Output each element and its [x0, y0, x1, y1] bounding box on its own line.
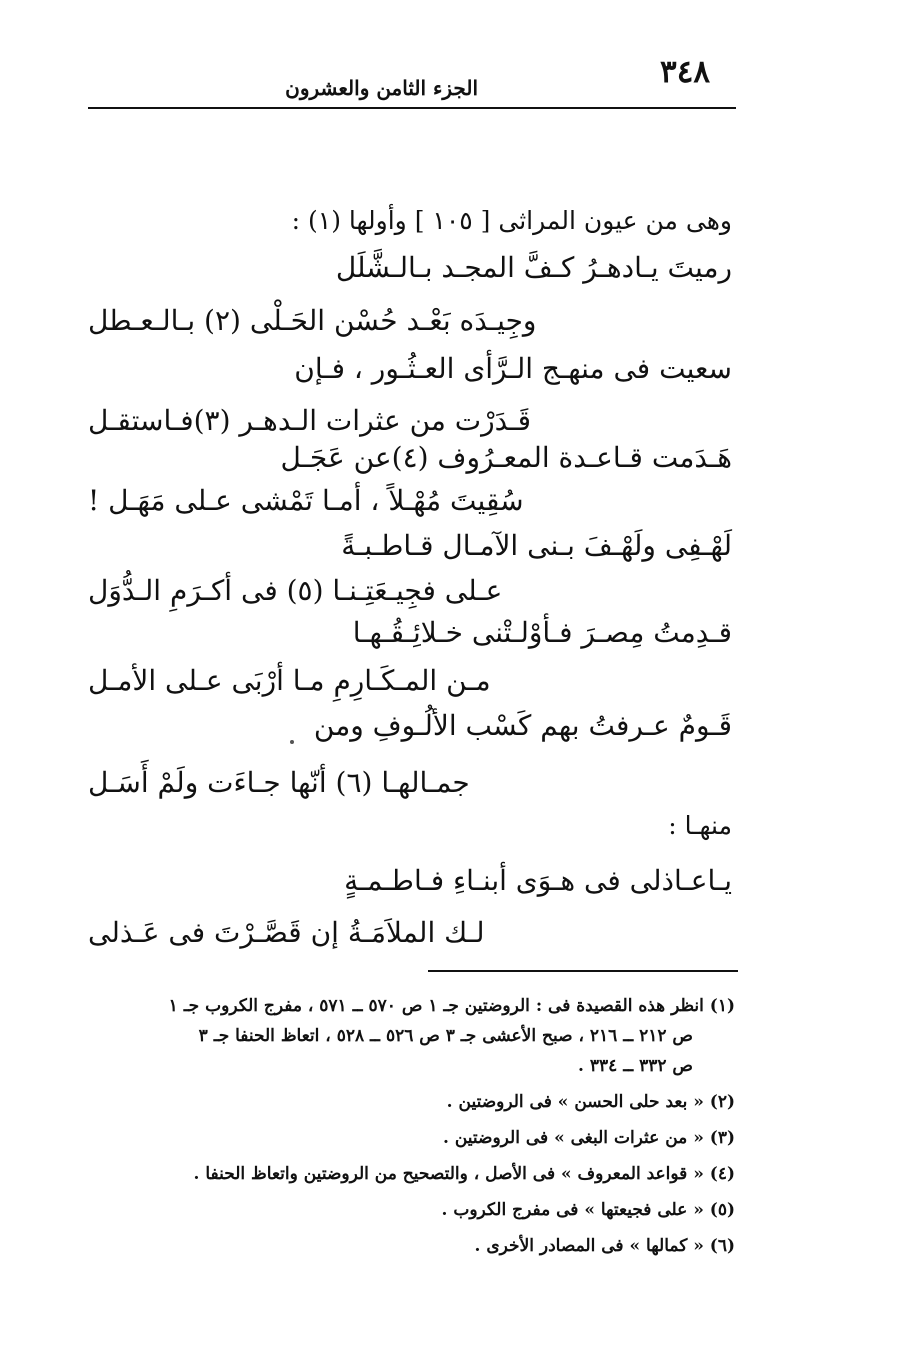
verse-line: رميتَ يـادهـرُ كـفَّ المجـد بـالـشَّلَل [335, 251, 732, 284]
verse-line: عـلى فجِيـعَتِـنـا (٥) فى أكـرَمِ الـدُّوَل [88, 574, 503, 607]
footnote-1: (١) انظر هذه القصيدة فى : الروضتين جـ ١ ص ٥٧٠ ــ ٥٧١ ، مفرج الكروب جـ ١ [168, 996, 735, 1016]
footnote-5: (٥) « على فجيعتها » فى مفرج الكروب . [441, 1200, 735, 1220]
header-rule [88, 107, 736, 109]
footnote-1-cont: ص ٣٣٢ ــ ٣٣٤ . [578, 1056, 693, 1076]
verse-line: قَـدَرْت من عثرات الـدهـر (٣)فـاستقـل [88, 404, 531, 437]
footnote-4: (٤) « قواعد المعروف » فى الأصل ، والتصحيح من الروضتين واتعاظ الحنفا . [193, 1164, 735, 1184]
verse-line: جمـالهـا (٦) أنّها جـاءَت ولَمْ أَسَـل [88, 766, 470, 799]
print-speck [290, 740, 294, 744]
footnote-1-cont: ص ٢١٢ ــ ٢١٦ ، صبح الأعشى جـ ٣ ص ٥٢٦ ــ ٥٢٨ ، اتعاظ الحنفا جـ ٣ [198, 1026, 693, 1046]
footnote-6: (٦) « كمالها » فى المصادر الأخرى . [474, 1236, 735, 1256]
verse-line: هَـدَمت قـاعـدة المعـرُوف (٤)عن عَجَـل [280, 441, 732, 474]
page-number: ٣٤٨ [660, 54, 710, 90]
footnote-2: (٢) « بعد حلى الحسن » فى الروضتين . [446, 1092, 735, 1112]
verse-line: سُقِيتَ مُهْـلاً ، أمـا تَمْشى عـلى مَهَـل ! [88, 484, 524, 517]
verse-line: وجِيـدَه بَعْـد حُسْن الحَـلْى (٢) بـالـعـطل [88, 304, 537, 337]
section-label: منهـا : [668, 811, 732, 840]
verse-line: لـك الملاَمَـةُ إن قَصَّـرْتَ فى عَـذلى [88, 916, 485, 949]
verse-line: سعيت فى منهـج الـرَّأى العـثُـور ، فـإن [294, 352, 732, 385]
verse-line: لَهْـفِى ولَهْـفَ بـنى الآمـال قـاطـبـةً [341, 529, 732, 562]
page-header [88, 52, 736, 112]
verse-line: مـن المـكَـارِمِ مـا أرْبَى عـلى الأمـل [88, 664, 491, 697]
footnote-3: (٣) « من عثرات البغى » فى الروضتين . [442, 1128, 735, 1148]
verse-line: قـدِمتُ مِصـرَ فـأوْلـتْنى خـلائِـقُـهـا [352, 616, 732, 649]
intro-line: وهى من عيون المراثى [ ١٠٥ ] وأولها (١) : [291, 206, 732, 235]
verse-line: يـاعـاذلى فى هـوَى أبنـاءِ فـاطـمـةٍ [344, 864, 732, 897]
footnote-separator [428, 970, 738, 972]
verse-line: قَـومٌ عـرفتُ بهم كَسْب الألُـوفِ ومن [313, 709, 732, 742]
running-head: الجزء الثامن والعشرون [285, 76, 478, 100]
